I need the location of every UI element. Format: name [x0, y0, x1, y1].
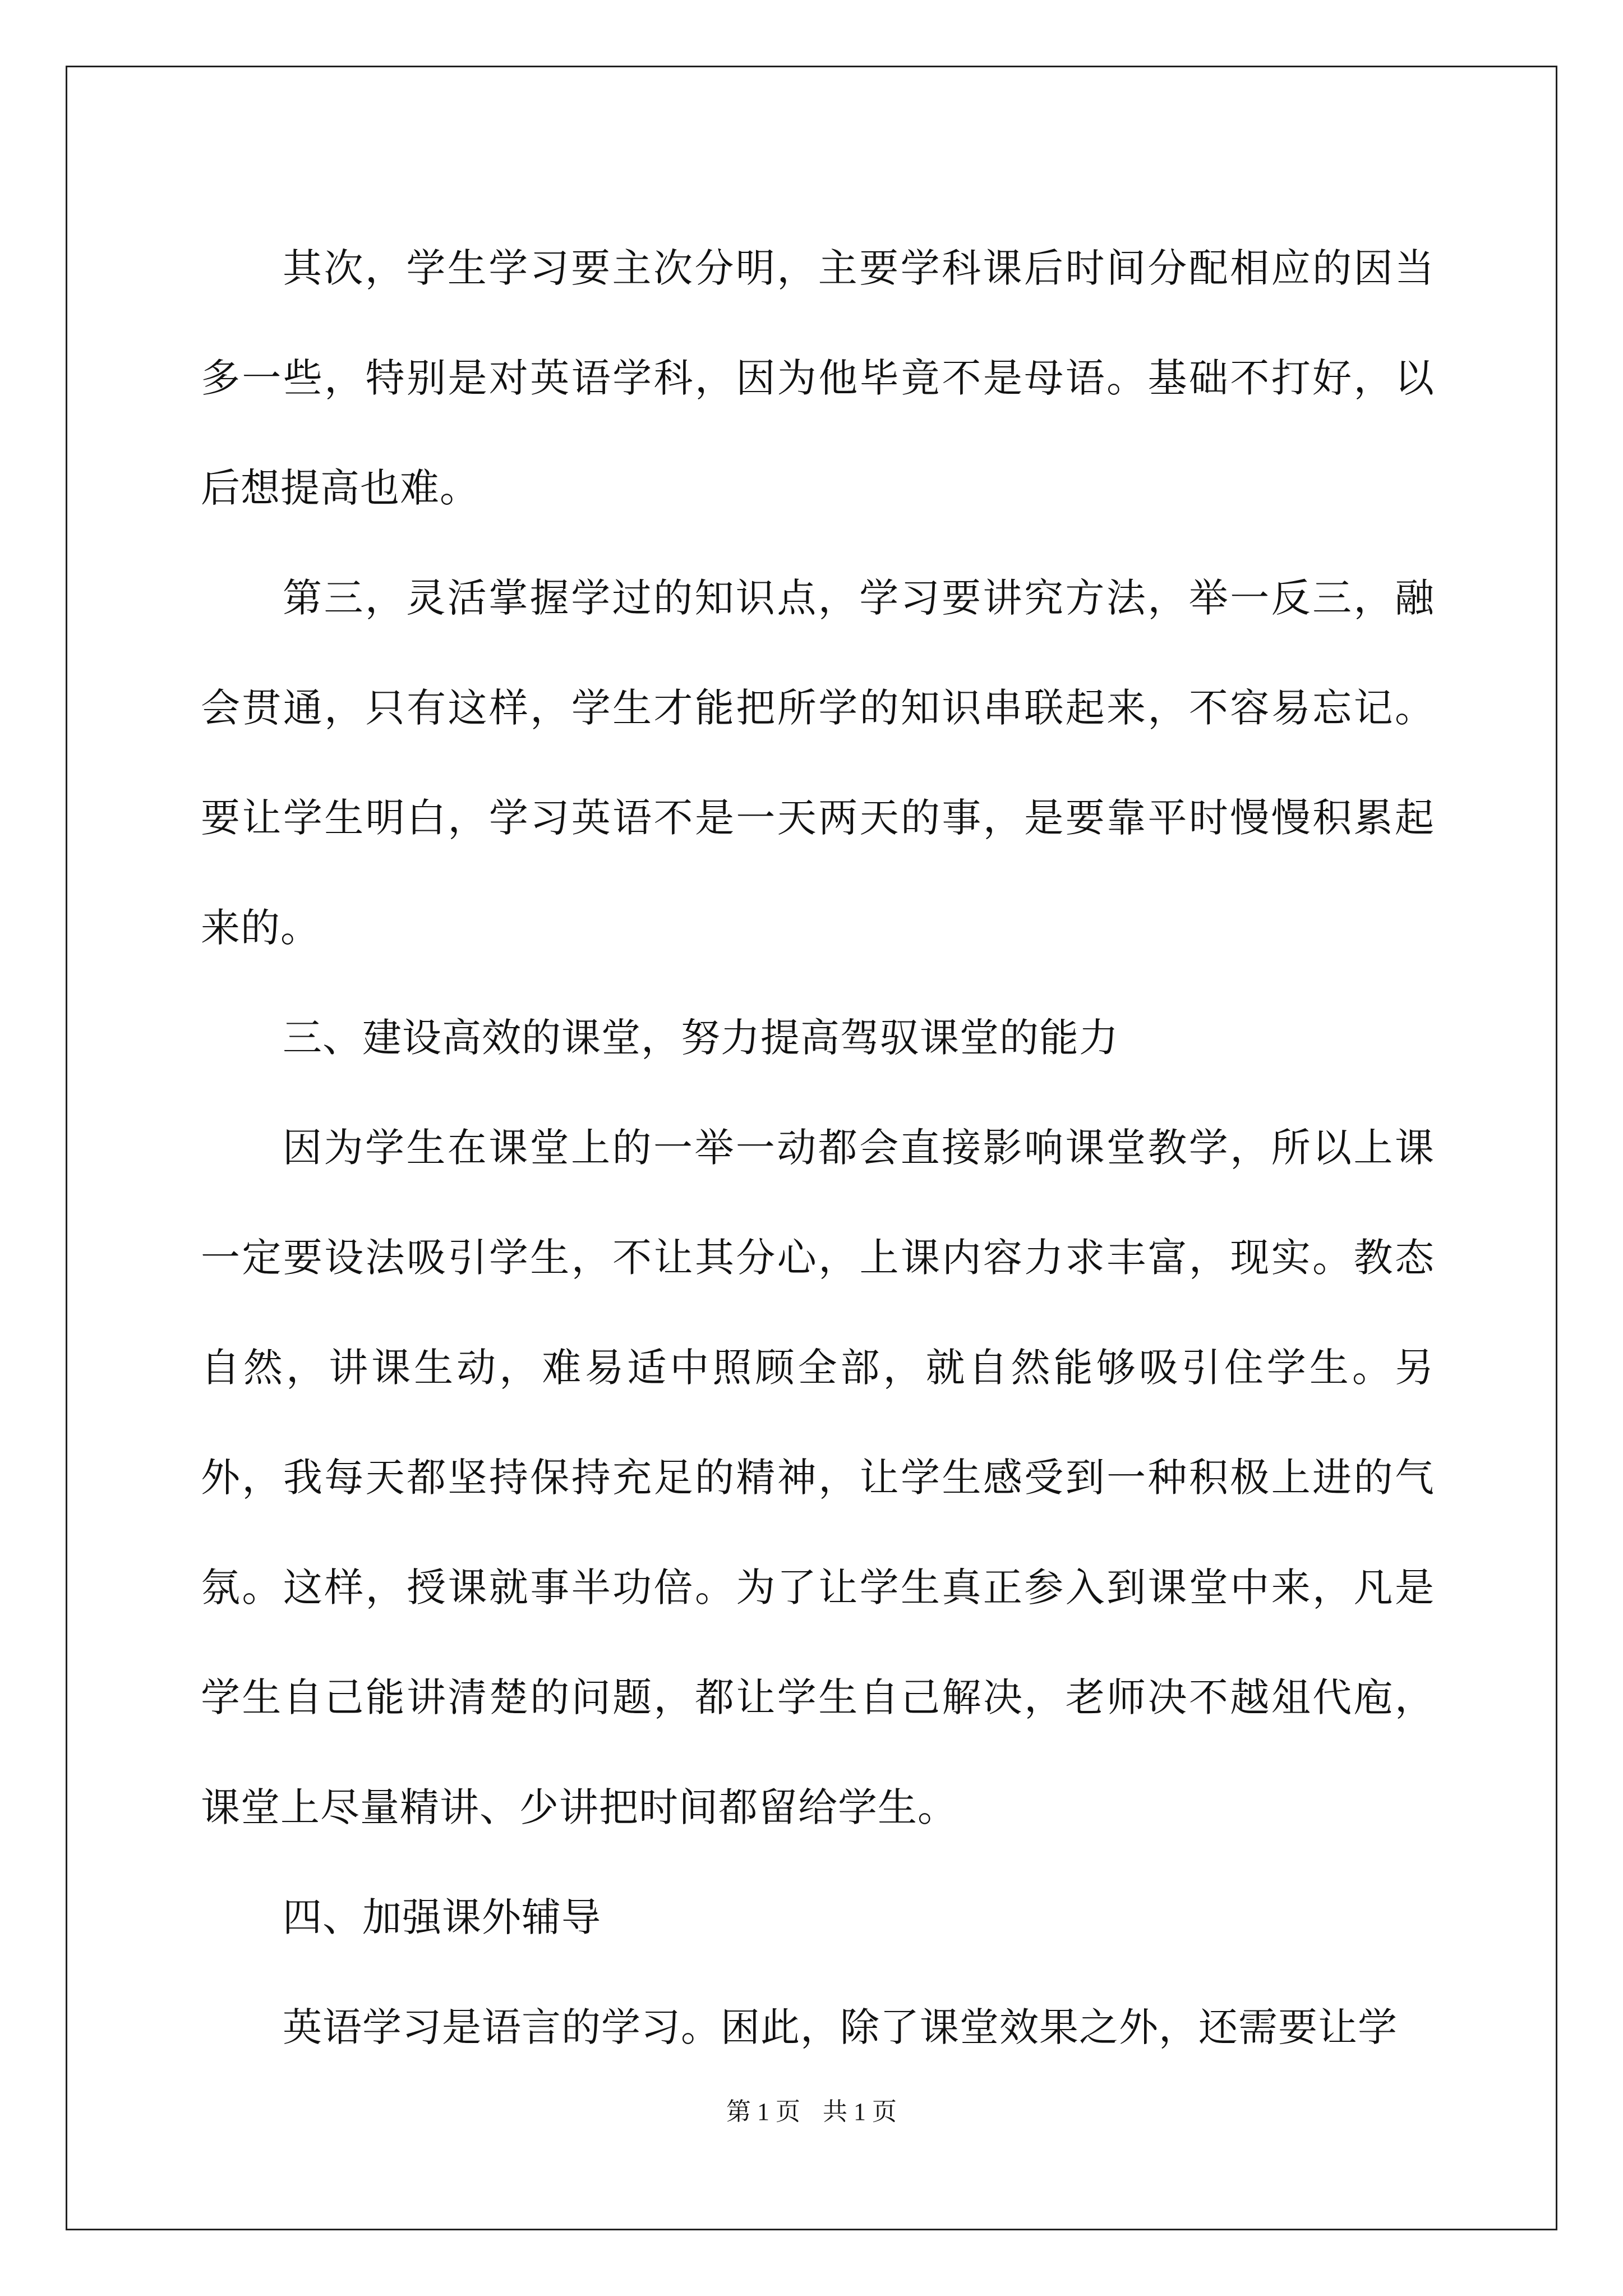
document-body — [201, 213, 1435, 2082]
page-total: 共 1 页 — [823, 2098, 897, 2125]
paragraph: 其次，学生学习要主次分明，主要学科课后时间分配相应的因当多一些，特别是对英语学科，因为他毕竟不是母语。基础不打好，以后想提高也难。 — [201, 245, 1435, 511]
page-footer — [0, 2095, 1623, 2129]
paragraph: 第三，灵活掌握学过的知识点，学习要讲究方法，举一反三，融会贯通，只有这样，学生才能把所学的知识串联起来，不容易忘记。要让学生明白，学习英语不是一天两天的事，是要靠平时慢慢积累起来的。 — [201, 575, 1435, 951]
paragraph: 英语学习是语言的学习。困此，除了课堂效果之外，还需要让学 — [283, 2004, 1398, 2050]
section-heading: 三、建设高效的课堂，努力提高驾驭课堂的能力 — [283, 1015, 1119, 1061]
section-heading: 四、加强课外辅导 — [283, 1894, 601, 1940]
page-number: 第 1 页 — [726, 2098, 800, 2125]
paragraph: 因为学生在课堂上的一举一动都会直接影响课堂教学，所以上课一定要设法吸引学生，不让其分心，上课内容力求丰富，现实。教态自然，讲课生动，难易适中照顾全部，就自然能够吸引住学生。另外，我每天都坚持保持充足的精神，让学生感受到一种积极上进的气氛。这样，授课就事半功倍。为了让学生真正参入到课堂中来，凡是学生自己能讲清楚的问题，都让学生自己解决，老师决不越俎代庖，课堂上尽量精讲、少讲把时间都留给学生。 — [201, 1125, 1435, 1830]
